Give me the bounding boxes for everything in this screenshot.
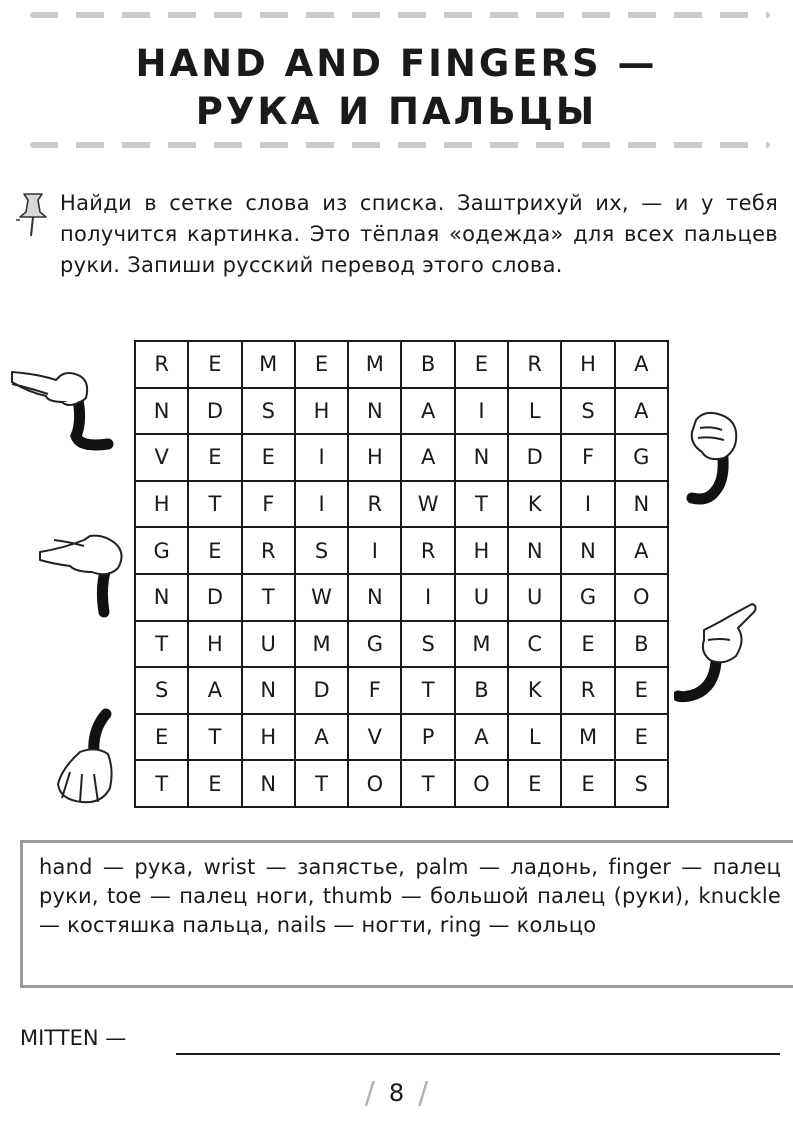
grid-row [135, 388, 668, 435]
grid-cell[interactable]: E [615, 667, 668, 714]
grid-cell[interactable]: N [135, 574, 188, 621]
grid-row [135, 341, 668, 388]
grid-cell[interactable]: S [401, 621, 454, 668]
grid-cell[interactable]: H [242, 714, 295, 761]
grid-cell[interactable]: E [188, 434, 241, 481]
grid-cell[interactable]: F [242, 481, 295, 528]
grid-cell[interactable]: O [615, 574, 668, 621]
grid-cell[interactable]: H [561, 341, 614, 388]
grid-cell[interactable]: B [401, 341, 454, 388]
grid-cell[interactable]: T [401, 667, 454, 714]
grid-cell[interactable]: K [508, 481, 561, 528]
grid-cell[interactable]: I [561, 481, 614, 528]
page-title-line-2: РУКА И ПАЛЬЦЫ [195, 90, 598, 133]
grid-cell[interactable]: N [135, 388, 188, 435]
grid-cell[interactable]: D [508, 434, 561, 481]
grid-cell[interactable]: W [401, 481, 454, 528]
grid-cell[interactable]: A [188, 667, 241, 714]
grid-cell[interactable]: F [348, 667, 401, 714]
grid-cell[interactable]: T [455, 481, 508, 528]
grid-cell[interactable]: U [455, 574, 508, 621]
grid-cell[interactable]: E [188, 341, 241, 388]
grid-cell[interactable]: M [242, 341, 295, 388]
answer-label: MITTEN — [20, 1026, 127, 1050]
grid-row [135, 574, 668, 621]
grid-cell[interactable]: T [188, 481, 241, 528]
grid-cell[interactable]: G [615, 434, 668, 481]
page-number: 8 [388, 1079, 405, 1107]
grid-row [135, 760, 668, 807]
top-dashed-divider [30, 12, 770, 18]
grid-cell[interactable]: E [188, 760, 241, 807]
grid-cell[interactable]: L [508, 714, 561, 761]
open-hand-icon-left-bottom [52, 708, 122, 808]
grid-cell[interactable]: P [401, 714, 454, 761]
grid-cell[interactable]: N [242, 667, 295, 714]
grid-cell[interactable]: O [455, 760, 508, 807]
grid-cell[interactable]: A [455, 714, 508, 761]
title-dashed-divider [30, 142, 770, 148]
grid-cell[interactable]: H [188, 621, 241, 668]
grid-cell[interactable]: I [295, 481, 348, 528]
grid-cell[interactable]: S [295, 527, 348, 574]
grid-cell[interactable]: G [348, 621, 401, 668]
grid-row [135, 667, 668, 714]
grid-cell[interactable]: M [295, 621, 348, 668]
grid-cell[interactable]: I [455, 388, 508, 435]
grid-cell[interactable]: T [135, 621, 188, 668]
grid-cell[interactable]: R [135, 341, 188, 388]
pointing-hand-icon-left-top [8, 362, 118, 452]
grid-cell[interactable]: T [188, 714, 241, 761]
grid-cell[interactable]: U [242, 621, 295, 668]
grid-cell[interactable]: D [295, 667, 348, 714]
grid-cell[interactable]: T [401, 760, 454, 807]
grid-cell[interactable]: N [561, 527, 614, 574]
grid-cell[interactable]: A [615, 388, 668, 435]
grid-cell[interactable]: T [242, 574, 295, 621]
grid-row [135, 527, 668, 574]
grid-cell[interactable]: E [615, 714, 668, 761]
grid-cell[interactable]: N [508, 527, 561, 574]
grid-cell[interactable]: M [348, 341, 401, 388]
grid-cell[interactable]: A [615, 527, 668, 574]
grid-cell[interactable]: M [455, 621, 508, 668]
grid-cell[interactable]: W [295, 574, 348, 621]
grid-cell[interactable]: E [561, 621, 614, 668]
grid-cell[interactable]: E [561, 760, 614, 807]
grid-cell[interactable]: I [401, 574, 454, 621]
word-search-grid [134, 340, 669, 808]
grid-cell[interactable]: G [561, 574, 614, 621]
grid-cell[interactable]: D [188, 388, 241, 435]
grid-cell[interactable]: A [295, 714, 348, 761]
grid-cell[interactable]: E [242, 434, 295, 481]
fist-hand-icon-right-top [686, 408, 746, 508]
page-number-slash-left: / [364, 1076, 375, 1111]
grid-cell[interactable]: A [401, 434, 454, 481]
task-instructions: Найди в сетке слова из списка. Заштрихуй их, — и у тебя получится картинка. Это тёплая «одежда» для всех пальцев руки. Запиши русский перевод этого слова. [60, 191, 778, 277]
vocabulary-box: hand — рука, wrist — запястье, palm — ладонь, finger — палец руки, toe — палец ноги, thumb — большой палец (руки), knuckle — костяшка пальца, nails — ногти, ring — кольцо [20, 840, 793, 988]
grid-cell[interactable]: E [188, 527, 241, 574]
grid-cell[interactable]: H [135, 481, 188, 528]
grid-row [135, 621, 668, 668]
grid-cell[interactable]: U [508, 574, 561, 621]
grid-cell[interactable]: R [242, 527, 295, 574]
grid-cell[interactable]: R [401, 527, 454, 574]
grid-cell[interactable]: D [188, 574, 241, 621]
grid-cell[interactable]: T [295, 760, 348, 807]
grid-cell[interactable]: V [348, 714, 401, 761]
grid-cell[interactable]: B [615, 621, 668, 668]
grid-cell[interactable]: S [615, 760, 668, 807]
grid-cell[interactable]: G [135, 527, 188, 574]
grid-cell[interactable]: F [561, 434, 614, 481]
pointing-hand-icon-left-middle [34, 528, 134, 618]
grid-cell[interactable]: B [455, 667, 508, 714]
grid-row [135, 714, 668, 761]
grid-cell[interactable]: K [508, 667, 561, 714]
grid-cell[interactable]: S [242, 388, 295, 435]
grid-cell[interactable]: S [561, 388, 614, 435]
grid-cell[interactable]: N [455, 434, 508, 481]
grid-cell[interactable]: E [455, 341, 508, 388]
grid-cell[interactable]: R [348, 481, 401, 528]
pointing-up-hand-icon-right-middle [674, 600, 764, 710]
grid-cell[interactable]: E [295, 341, 348, 388]
answer-input-line[interactable] [176, 1053, 780, 1055]
grid-row [135, 434, 668, 481]
grid-cell[interactable]: O [348, 760, 401, 807]
grid-cell[interactable]: H [348, 434, 401, 481]
grid-cell[interactable]: E [135, 714, 188, 761]
grid-cell[interactable]: N [615, 481, 668, 528]
grid-cell[interactable]: R [508, 341, 561, 388]
grid-cell[interactable]: V [135, 434, 188, 481]
grid-cell[interactable]: H [455, 527, 508, 574]
grid-cell[interactable]: I [348, 527, 401, 574]
page-title-line-1: HAND AND FINGERS — [135, 42, 658, 85]
page-number-slash-right: / [418, 1076, 429, 1111]
grid-cell[interactable]: N [348, 574, 401, 621]
grid-row [135, 481, 668, 528]
grid-cell[interactable]: I [295, 434, 348, 481]
grid-cell[interactable]: N [242, 760, 295, 807]
grid-cell[interactable]: E [508, 760, 561, 807]
grid-cell[interactable]: T [135, 760, 188, 807]
page-number-footer [0, 1074, 793, 1109]
grid-cell[interactable]: S [135, 667, 188, 714]
grid-cell[interactable]: R [561, 667, 614, 714]
pushpin-icon [14, 190, 54, 238]
grid-cell[interactable]: H [295, 388, 348, 435]
grid-cell[interactable]: A [401, 388, 454, 435]
grid-cell[interactable]: L [508, 388, 561, 435]
grid-cell[interactable]: C [508, 621, 561, 668]
grid-cell[interactable]: M [561, 714, 614, 761]
grid-cell[interactable]: N [348, 388, 401, 435]
grid-cell[interactable]: A [615, 341, 668, 388]
